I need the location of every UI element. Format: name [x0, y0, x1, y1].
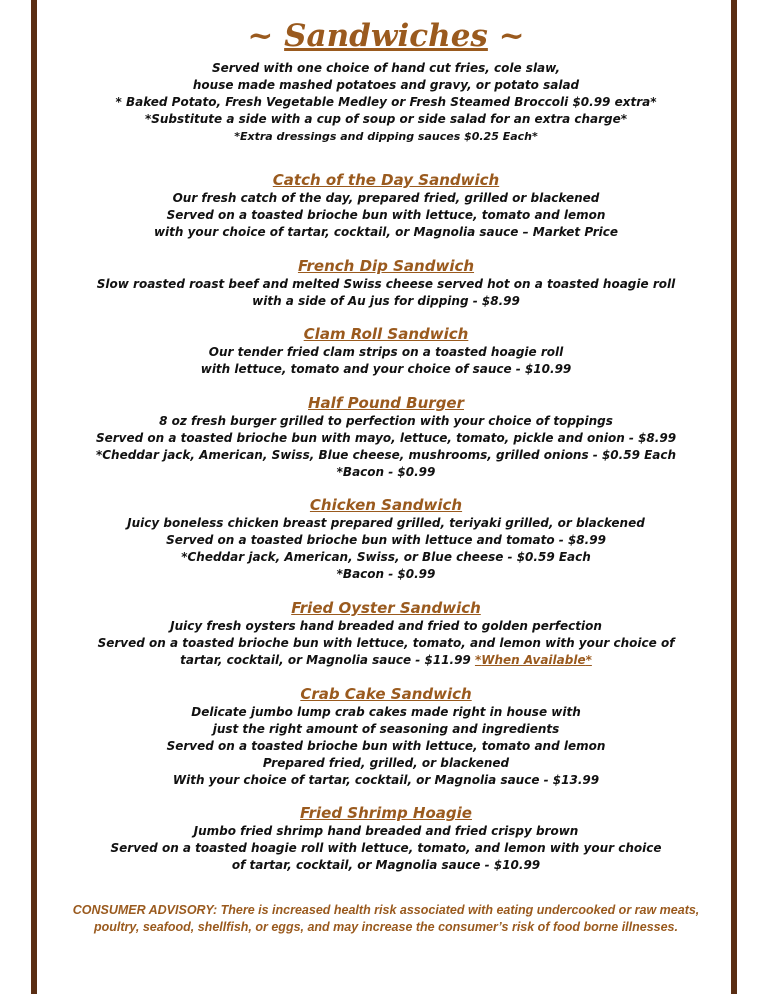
item-line: with a side of Au jus for dipping - $8.99: [252, 294, 520, 308]
item-line: with lettuce, tomato and your choice of sauce - $10.99: [200, 362, 572, 376]
item-line: Delicate jumbo lump crab cakes made right in house with: [191, 705, 581, 719]
left-border-bar: [31, 0, 37, 994]
page-title: [44, 18, 728, 54]
item-title: Half Pound Burger: [308, 394, 464, 412]
item-line: just the right amount of seasoning and ingredients: [212, 722, 560, 736]
advisory-line: poultry, seafood, shellfish, or eggs, and may increase the consumer’s risk of food borne illnesses.: [94, 920, 678, 934]
item-line: 8 oz fresh burger grilled to perfection with your choice of toppings: [159, 414, 613, 428]
advisory-line: CONSUMER ADVISORY: There is increased health risk associated with eating undercooked or raw meats,: [72, 903, 700, 917]
item-line-text: tartar, cocktail, or Magnolia sauce - $11.99: [180, 653, 475, 667]
item-line: *Cheddar jack, American, Swiss, Blue cheese, mushrooms, grilled onions - $0.59 Each: [95, 448, 677, 462]
item-line: *Bacon - $0.99: [336, 567, 436, 581]
item-line: of tartar, cocktail, or Magnolia sauce - $10.99: [231, 858, 541, 872]
menu-item-fried-shrimp-hoagie: [44, 803, 728, 874]
availability-star: *: [585, 653, 592, 667]
consumer-advisory: [44, 902, 728, 936]
item-title: Crab Cake Sandwich: [300, 685, 472, 703]
availability-text: When Available: [481, 653, 586, 667]
item-line: Served on a toasted brioche bun with lettuce, tomato, and lemon with your choice of: [97, 636, 675, 650]
item-line: with your choice of tartar, cocktail, or Magnolia sauce – Market Price: [153, 225, 619, 239]
title-right-mark: ~: [487, 18, 525, 54]
item-line: [44, 652, 728, 669]
availability-note: [475, 653, 592, 667]
intro-line: house made mashed potatoes and gravy, or potato salad: [192, 78, 580, 92]
item-line: Juicy fresh oysters hand breaded and fried to golden perfection: [170, 619, 602, 633]
item-line: *Bacon - $0.99: [336, 465, 436, 479]
menu-item-clam-roll: [44, 324, 728, 378]
item-title: Chicken Sandwich: [309, 496, 463, 514]
intro-line: *Substitute a side with a cup of soup or side salad for an extra charge*: [144, 112, 628, 126]
menu-item-crab-cake: [44, 684, 728, 789]
menu-item-chicken-sandwich: [44, 495, 728, 583]
menu-item-french-dip: [44, 256, 728, 310]
menu-item-fried-oyster: [44, 598, 728, 669]
menu-page: [44, 0, 728, 874]
item-line: Served on a toasted brioche bun with lettuce and tomato - $8.99: [166, 533, 606, 547]
right-border-bar: [731, 0, 737, 994]
item-line: Slow roasted roast beef and melted Swiss cheese served hot on a toasted hoagie roll: [96, 277, 676, 291]
item-line: With your choice of tartar, cocktail, or Magnolia sauce - $13.99: [172, 773, 600, 787]
intro-line: Served with one choice of hand cut fries, cole slaw,: [211, 61, 561, 75]
intro-line: *Extra dressings and dipping sauces $0.25 Each*: [234, 130, 538, 143]
title-text: Sandwiches: [284, 18, 488, 54]
menu-item-half-pound-burger: [44, 393, 728, 481]
item-line: Served on a toasted brioche bun with mayo, lettuce, tomato, pickle and onion - $8.99: [95, 431, 677, 445]
item-line: Our fresh catch of the day, prepared fried, grilled or blackened: [172, 191, 600, 205]
menu-item-catch-of-the-day: [44, 170, 728, 241]
item-title: French Dip Sandwich: [297, 257, 475, 275]
item-line: Served on a toasted brioche bun with lettuce, tomato and lemon: [166, 208, 606, 222]
item-line: Our tender fried clam strips on a toasted hoagie roll: [208, 345, 564, 359]
item-line: Jumbo fried shrimp hand breaded and fried crispy brown: [193, 824, 579, 838]
item-line: *Cheddar jack, American, Swiss, or Blue cheese - $0.59 Each: [181, 550, 591, 564]
item-line: Served on a toasted brioche bun with lettuce, tomato and lemon: [166, 739, 606, 753]
availability-star: *: [474, 653, 482, 667]
item-title: Catch of the Day Sandwich: [272, 171, 500, 189]
intro-notes: [44, 60, 728, 145]
title-left-mark: ~: [247, 18, 285, 54]
item-title: Fried Oyster Sandwich: [291, 599, 481, 617]
item-line: Juicy boneless chicken breast prepared grilled, teriyaki grilled, or blackened: [127, 516, 645, 530]
item-title: Clam Roll Sandwich: [303, 325, 469, 343]
item-title: Fried Shrimp Hoagie: [300, 804, 472, 822]
item-line: Prepared fried, grilled, or blackened: [262, 756, 510, 770]
intro-line: * Baked Potato, Fresh Vegetable Medley or Fresh Steamed Broccoli $0.99 extra*: [115, 95, 657, 109]
item-line: Served on a toasted hoagie roll with lettuce, tomato, and lemon with your choice: [110, 841, 662, 855]
